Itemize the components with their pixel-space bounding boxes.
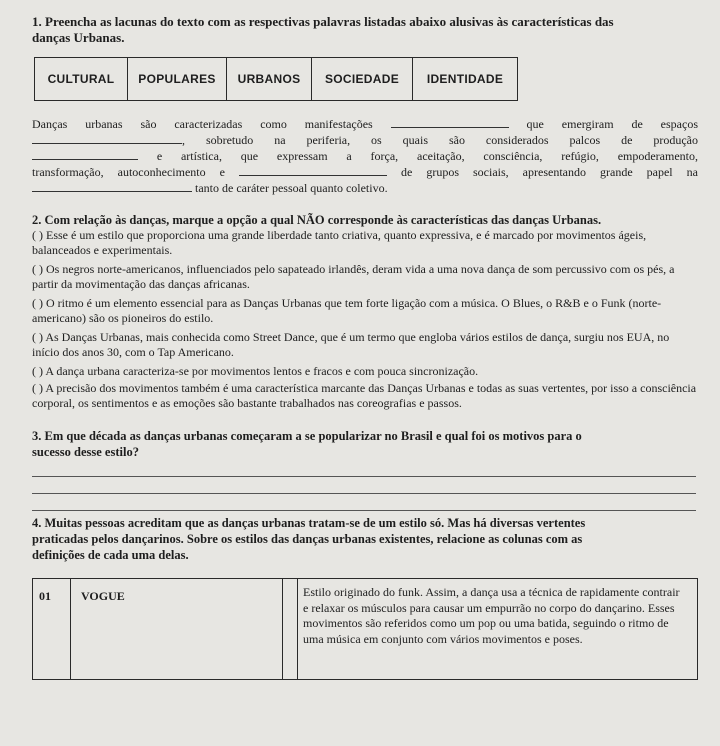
word-bank-cell: POPULARES — [128, 58, 227, 100]
table-answer-cell[interactable] — [283, 579, 298, 679]
q1-text-line — [32, 180, 698, 197]
fill-blank[interactable] — [32, 148, 138, 160]
q2-option[interactable]: ( ) A dança urbana caracteriza-se por movimentos lentos e fracos e com pouca sincronização. — [32, 364, 479, 378]
fill-blank[interactable] — [239, 164, 387, 176]
word-bank-cell: CULTURAL — [35, 58, 128, 100]
answer-line[interactable] — [32, 510, 696, 511]
q2-option[interactable]: ( ) O ritmo é um elemento essencial para as Danças Urbanas que tem forte ligação com a música. O Blues, o R&B e o Funk (norte-americano) são os pioneiros do estilo. — [32, 296, 662, 325]
word-bank — [34, 57, 518, 101]
q1-number: 1. — [32, 14, 42, 29]
q1-text-span: que emergiram de espaços — [526, 117, 698, 131]
word-bank-cell: SOCIEDADE — [312, 58, 413, 100]
q4-title-line2: praticadas pelos dançarinos. Sobre os estilos das danças urbanas existentes, relacione as colunas com as — [32, 532, 583, 546]
q1-prompt-line2: danças Urbanas. — [32, 30, 125, 45]
answer-line[interactable] — [32, 493, 696, 494]
q1-text-span: de grupos sociais, apresentando grande papel na — [400, 165, 698, 179]
table-style-name: VOGUE — [71, 579, 283, 679]
q1-text-span: , sobretudo na periferia, os quais são considerados palcos de produção — [182, 133, 698, 147]
q1-text-span: transformação, autoconhecimento e — [32, 165, 225, 179]
q1-text-line — [32, 164, 698, 181]
fill-blank[interactable] — [32, 132, 182, 144]
q1-text-span: e artística, que expressam a força, aceitação, consciência, refúgio, empoderamento, — [156, 149, 698, 163]
q1-prompt — [32, 14, 700, 46]
q1-text-span: Danças urbanas são caracterizadas como manifestações — [32, 117, 373, 131]
q2-option[interactable]: ( ) Esse é um estilo que proporciona uma grande liberdade tanto criativa, quanto expressiva, e é marcado por movimentos ágeis, balanceados e experimentais. — [32, 228, 647, 257]
q3-title-line2: sucesso desse estilo? — [32, 445, 139, 459]
table-definition: Estilo originado do funk. Assim, a dança usa a técnica de rapidamente contrair e relaxar os músculos para causar um empurrão no corpo do dançarino. Esses movimentos são referidos como um pop ou uma batida, seguindo o ritmo de uma música em conjunto com vários movimentos e poses. — [303, 585, 680, 646]
word-bank-cell: IDENTIDADE — [426, 72, 504, 86]
q1-text-line — [32, 132, 698, 149]
table-number: 01 — [33, 579, 71, 679]
q1-text-line — [32, 116, 698, 133]
q2-option[interactable]: ( ) A precisão dos movimentos também é uma característica marcante das Danças Urbanas e todas as suas vertentes, por isso a consciência corporal, os sentimentos e as emoções são bastante trabalhados nas coreografias e passos. — [32, 381, 697, 410]
answer-line[interactable] — [32, 476, 696, 477]
fill-blank[interactable] — [391, 116, 509, 128]
fill-blank[interactable] — [32, 180, 192, 192]
word-bank-cell: URBANOS — [227, 58, 312, 100]
q2-option[interactable]: ( ) Os negros norte-americanos, influenciados pelo sapateado irlandês, deram vida a uma nova dança de som percussivo com os pés, a partir da movimentação das danças africanas. — [32, 262, 675, 291]
q3-title — [32, 428, 700, 460]
q1-prompt-line1: Preencha as lacunas do texto com as respectivas palavras listadas abaixo alusivas às características das — [45, 14, 614, 29]
matching-table — [32, 578, 698, 680]
q4-title-line3: definições de cada uma delas. — [32, 548, 189, 562]
q4-title — [32, 515, 700, 563]
q2-option[interactable]: ( ) As Danças Urbanas, mais conhecida como Street Dance, que é um termo que engloba vários estilos de dança, surgiu nos EUA, no início dos anos 30, com o Tap Americano. — [32, 330, 670, 359]
q4-title-line1: 4. Muitas pessoas acreditam que as danças urbanas tratam-se de um estilo só. Mas há diversas vertentes — [32, 516, 586, 530]
q1-text-line — [32, 148, 698, 165]
q2-title: 2. Com relação às danças, marque a opção a qual NÃO corresponde às características das danças Urbanas. — [32, 213, 602, 227]
q1-text-span: tanto de caráter pessoal quanto coletivo. — [195, 181, 388, 195]
q3-title-line1: 3. Em que década as danças urbanas começaram a se popularizar no Brasil e qual foi os motivos para o — [32, 429, 582, 443]
